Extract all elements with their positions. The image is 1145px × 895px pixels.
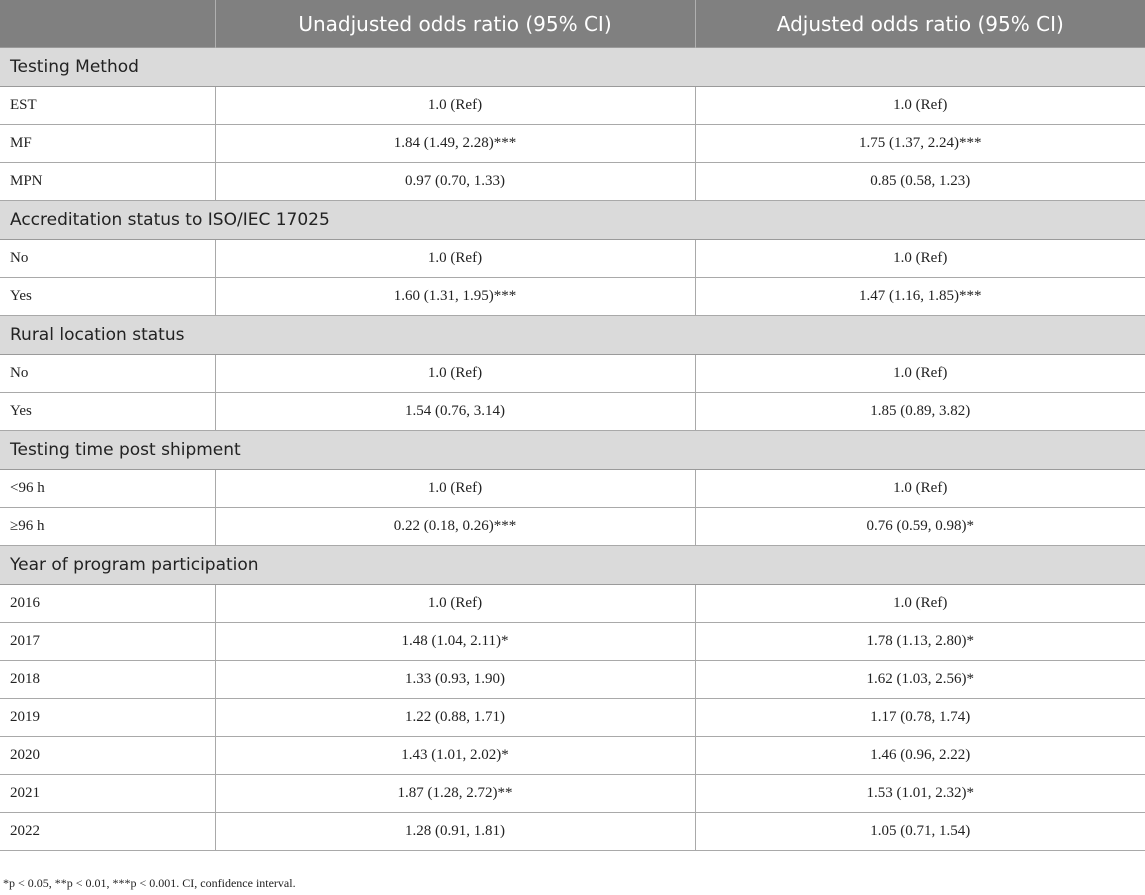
row-label: 2018 (0, 661, 215, 699)
unadjusted-or-cell: 1.22 (0.88, 1.71) (215, 699, 695, 737)
table-row (0, 623, 1145, 661)
adjusted-or-cell: 1.75 (1.37, 2.24)*** (695, 125, 1145, 163)
row-label: No (0, 240, 215, 278)
section-title: Rural location status (0, 316, 1145, 355)
unadjusted-or-cell: 1.0 (Ref) (215, 355, 695, 393)
table-row (0, 355, 1145, 393)
unadjusted-or-cell: 1.87 (1.28, 2.72)** (215, 775, 695, 813)
adjusted-or-cell: 1.0 (Ref) (695, 355, 1145, 393)
row-label: 2021 (0, 775, 215, 813)
row-label: No (0, 355, 215, 393)
unadjusted-or-cell: 1.0 (Ref) (215, 240, 695, 278)
table-row (0, 240, 1145, 278)
section-row (0, 201, 1145, 240)
unadjusted-or-cell: 0.22 (0.18, 0.26)*** (215, 508, 695, 546)
adjusted-or-cell: 1.46 (0.96, 2.22) (695, 737, 1145, 775)
adjusted-or-cell: 1.0 (Ref) (695, 470, 1145, 508)
unadjusted-or-cell: 1.48 (1.04, 2.11)* (215, 623, 695, 661)
unadjusted-or-cell: 1.0 (Ref) (215, 470, 695, 508)
section-title: Testing time post shipment (0, 431, 1145, 470)
row-label: MF (0, 125, 215, 163)
section-row (0, 431, 1145, 470)
adjusted-or-cell: 0.76 (0.59, 0.98)* (695, 508, 1145, 546)
header-cell-unadjusted: Unadjusted odds ratio (95% CI) (215, 0, 695, 48)
header-row (0, 0, 1145, 48)
section-title: Accreditation status to ISO/IEC 17025 (0, 201, 1145, 240)
unadjusted-or-cell: 1.0 (Ref) (215, 87, 695, 125)
adjusted-or-cell: 1.05 (0.71, 1.54) (695, 813, 1145, 851)
section-row (0, 316, 1145, 355)
table-body (0, 48, 1145, 851)
table-row (0, 699, 1145, 737)
row-label: 2019 (0, 699, 215, 737)
section-title: Testing Method (0, 48, 1145, 87)
table-row (0, 393, 1145, 431)
header-cell-adjusted: Adjusted odds ratio (95% CI) (695, 0, 1145, 48)
adjusted-or-cell: 1.53 (1.01, 2.32)* (695, 775, 1145, 813)
adjusted-or-cell: 1.17 (0.78, 1.74) (695, 699, 1145, 737)
unadjusted-or-cell: 1.28 (0.91, 1.81) (215, 813, 695, 851)
unadjusted-or-cell: 1.33 (0.93, 1.90) (215, 661, 695, 699)
table-row (0, 585, 1145, 623)
table-row (0, 163, 1145, 201)
table-row (0, 470, 1145, 508)
header-cell-variable (0, 0, 215, 48)
unadjusted-or-cell: 1.43 (1.01, 2.02)* (215, 737, 695, 775)
adjusted-or-cell: 1.0 (Ref) (695, 240, 1145, 278)
unadjusted-or-cell: 1.54 (0.76, 3.14) (215, 393, 695, 431)
table-row (0, 508, 1145, 546)
table-row (0, 775, 1145, 813)
table-row (0, 813, 1145, 851)
row-label: MPN (0, 163, 215, 201)
section-row (0, 48, 1145, 87)
table-row (0, 125, 1145, 163)
row-label: EST (0, 87, 215, 125)
adjusted-or-cell: 0.85 (0.58, 1.23) (695, 163, 1145, 201)
table-row (0, 278, 1145, 316)
table-footnote: *p < 0.05, **p < 0.01, ***p < 0.001. CI, confidence interval. (3, 876, 296, 890)
section-title: Year of program participation (0, 546, 1145, 585)
row-label: ≥96 h (0, 508, 215, 546)
row-label: 2017 (0, 623, 215, 661)
table-row (0, 87, 1145, 125)
row-label: Yes (0, 393, 215, 431)
row-label: Yes (0, 278, 215, 316)
row-label: <96 h (0, 470, 215, 508)
row-label: 2020 (0, 737, 215, 775)
unadjusted-or-cell: 0.97 (0.70, 1.33) (215, 163, 695, 201)
adjusted-or-cell: 1.0 (Ref) (695, 585, 1145, 623)
row-label: 2022 (0, 813, 215, 851)
adjusted-or-cell: 1.47 (1.16, 1.85)*** (695, 278, 1145, 316)
table-row (0, 661, 1145, 699)
adjusted-or-cell: 1.62 (1.03, 2.56)* (695, 661, 1145, 699)
unadjusted-or-cell: 1.84 (1.49, 2.28)*** (215, 125, 695, 163)
section-row (0, 546, 1145, 585)
adjusted-or-cell: 1.0 (Ref) (695, 87, 1145, 125)
unadjusted-or-cell: 1.60 (1.31, 1.95)*** (215, 278, 695, 316)
adjusted-or-cell: 1.85 (0.89, 3.82) (695, 393, 1145, 431)
row-label: 2016 (0, 585, 215, 623)
adjusted-or-cell: 1.78 (1.13, 2.80)* (695, 623, 1145, 661)
table-row (0, 737, 1145, 775)
unadjusted-or-cell: 1.0 (Ref) (215, 585, 695, 623)
